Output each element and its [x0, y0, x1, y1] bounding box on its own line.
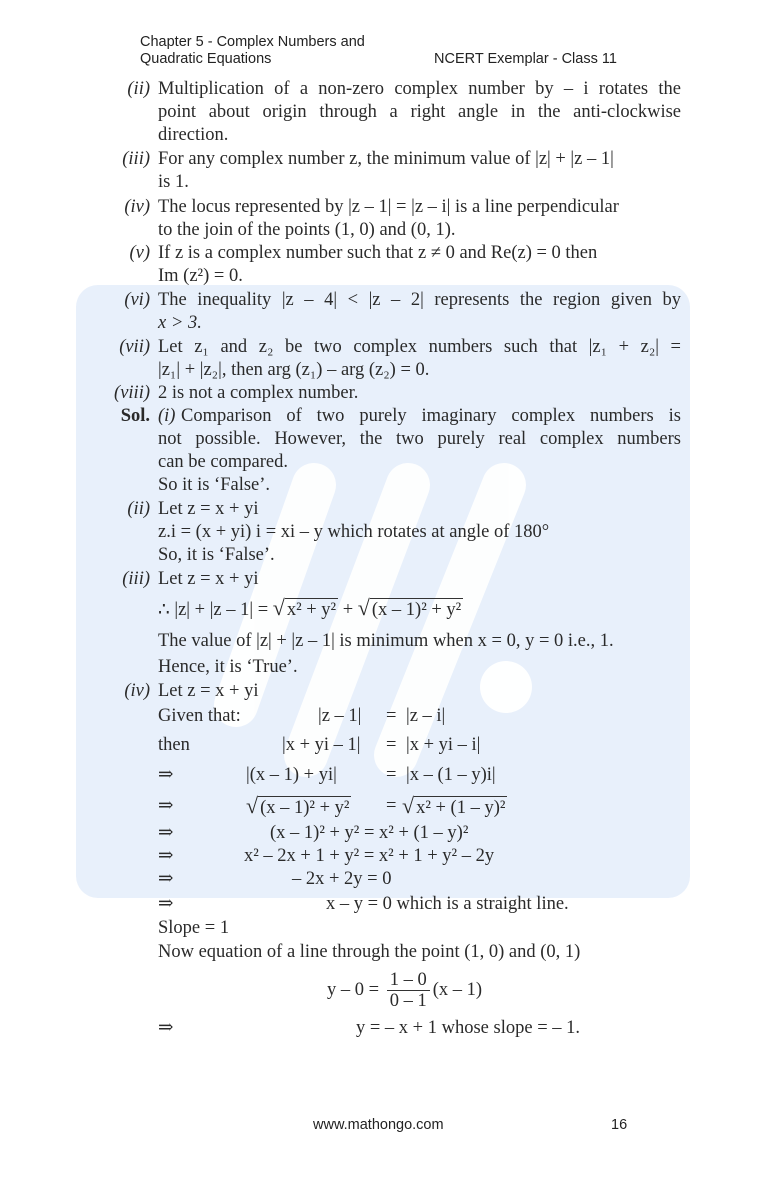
sqrt-icon: √ [357, 595, 370, 620]
step-lhs [246, 795, 351, 819]
solution-line: Slope = 1 [158, 918, 230, 938]
step-rhs: |x – (1 – y)i| [406, 765, 496, 785]
step-equals: = [386, 735, 397, 755]
statement-label: (viii) [114, 383, 150, 403]
step-prefix: Given that: [158, 706, 241, 726]
statement-line: to the join of the points (1, 0) and (0, 1). [158, 220, 456, 240]
sqrt-term: (x – 1)² + y² [371, 600, 462, 620]
sqrt-term: (x – 1)² + y² [260, 798, 350, 818]
step-rhs: |z – i| [406, 706, 446, 726]
book-title: NCERT Exemplar - Class 11 [434, 51, 617, 67]
statement-line: 2 is not a complex number. [158, 383, 359, 403]
statement-line: Let z₁ and z₂ be two complex numbers such that |z₁ + z₂| = [158, 337, 681, 357]
step-lhs: |x + yi – 1| [282, 735, 361, 755]
step-equals: = [386, 706, 397, 726]
step-lhs: |z – 1| [318, 706, 362, 726]
solution-line: Now equation of a line through the point (1, 0) and (0, 1) [158, 942, 581, 962]
solution-line: Let z = x + yi [158, 681, 259, 701]
statement-line: point about origin through a right angle in the anti-clockwise [158, 102, 681, 122]
solution-line: z.i = (x + yi) i = xi – y which rotates at angle of 180° [158, 522, 550, 542]
statement-label: (vii) [119, 337, 150, 357]
step-lhs: |(x – 1) + yi| [246, 765, 337, 785]
step-prefix: ⇒ [158, 796, 174, 816]
step-rhs: |x + yi – i| [406, 735, 481, 755]
step-expression: x² – 2x + 1 + y² = x² + 1 + y² – 2y [244, 846, 495, 866]
solution-line: Let z = x + yi [158, 499, 259, 519]
final-result: y = – x + 1 whose slope = – 1. [356, 1018, 580, 1038]
solution-part-label: (iii) [122, 569, 150, 589]
page-number: 16 [611, 1117, 628, 1133]
step-expression: (x – 1)² + y² = x² + (1 – y)² [270, 823, 469, 843]
solution-label: Sol. [120, 406, 150, 426]
solution-line: not possible. However, the two purely real complex numbers [158, 429, 681, 449]
statement-line: x > 3. [158, 313, 202, 333]
step-prefix: ⇒ [158, 894, 174, 914]
slope-fraction [387, 970, 430, 1011]
statement-label: (v) [129, 243, 150, 263]
step-prefix: then [158, 735, 190, 755]
sqrt-icon: √ [272, 595, 285, 620]
step-expression: – 2x + 2y = 0 [292, 869, 392, 889]
equation-rhs: (x – 1) [432, 980, 483, 1000]
statement-label: (ii) [127, 79, 150, 99]
chapter-title [140, 34, 440, 68]
statement-label: (iii) [122, 149, 150, 169]
sqrt-icon: √ [402, 793, 415, 818]
equation-lhs: y – 0 = [327, 980, 384, 1000]
statement-label: (vi) [124, 290, 150, 310]
step-rhs [402, 795, 507, 819]
step-equals: = [386, 796, 397, 816]
sqrt-icon: √ [246, 793, 259, 818]
statement-label: (iv) [124, 197, 150, 217]
solution-line: The value of |z| + |z – 1| is minimum when x = 0, y = 0 i.e., 1. [158, 631, 614, 651]
step-prefix: ⇒ [158, 823, 174, 843]
chapter-title-line1: Chapter 5 - Complex Numbers and [140, 34, 365, 50]
step-prefix: ⇒ [158, 869, 174, 889]
solution-line: So it is ‘False’. [158, 475, 271, 495]
statement-line: |z₁| + |z₂|, then arg (z₁) – arg (z₂) = 0. [158, 360, 430, 380]
solution-line: can be compared. [158, 452, 288, 472]
step-prefix: ⇒ [158, 765, 174, 785]
statement-line: For any complex number z, the minimum value of |z| + |z – 1| [158, 149, 614, 169]
plus-sign: + [342, 600, 354, 620]
step-prefix: ⇒ [158, 1018, 174, 1038]
chapter-title-line2: Quadratic Equations [140, 51, 272, 67]
statement-line: The inequality |z – 4| < |z – 2| represents the region given by [158, 290, 681, 310]
statement-line: Im (z²) = 0. [158, 266, 243, 286]
statement-line: is 1. [158, 172, 189, 192]
line-equation [327, 970, 482, 1011]
solution-line: So, it is ‘False’. [158, 545, 275, 565]
solution-part-label: (i) [158, 406, 176, 426]
fraction-numerator: 1 – 0 [387, 970, 430, 991]
solution-line: Let z = x + yi [158, 569, 259, 589]
step-prefix: ⇒ [158, 846, 174, 866]
equation-lhs: ∴ |z| + |z – 1| = [158, 600, 273, 620]
step-equals: = [386, 765, 397, 785]
solution-equation [158, 597, 463, 621]
solution-part-label: (ii) [127, 499, 150, 519]
solution-line: Comparison of two purely imaginary complex numbers is [181, 406, 681, 426]
solution-part-label: (iv) [124, 681, 150, 701]
fraction-denominator: 0 – 1 [389, 991, 427, 1012]
statement-line: If z is a complex number such that z ≠ 0 and Re(z) = 0 then [158, 243, 598, 263]
step-expression: x – y = 0 which is a straight line. [326, 894, 569, 914]
solution-line: Hence, it is ‘True’. [158, 657, 298, 677]
footer-website: www.mathongo.com [313, 1117, 444, 1133]
statement-line: direction. [158, 125, 229, 145]
statement-line: Multiplication of a non-zero complex number by – i rotates the [158, 79, 681, 99]
statement-line: The locus represented by |z – 1| = |z – i| is a line perpendicular [158, 197, 619, 217]
sqrt-term: x² + y² [286, 600, 337, 620]
sqrt-term: x² + (1 – y)² [416, 798, 506, 818]
